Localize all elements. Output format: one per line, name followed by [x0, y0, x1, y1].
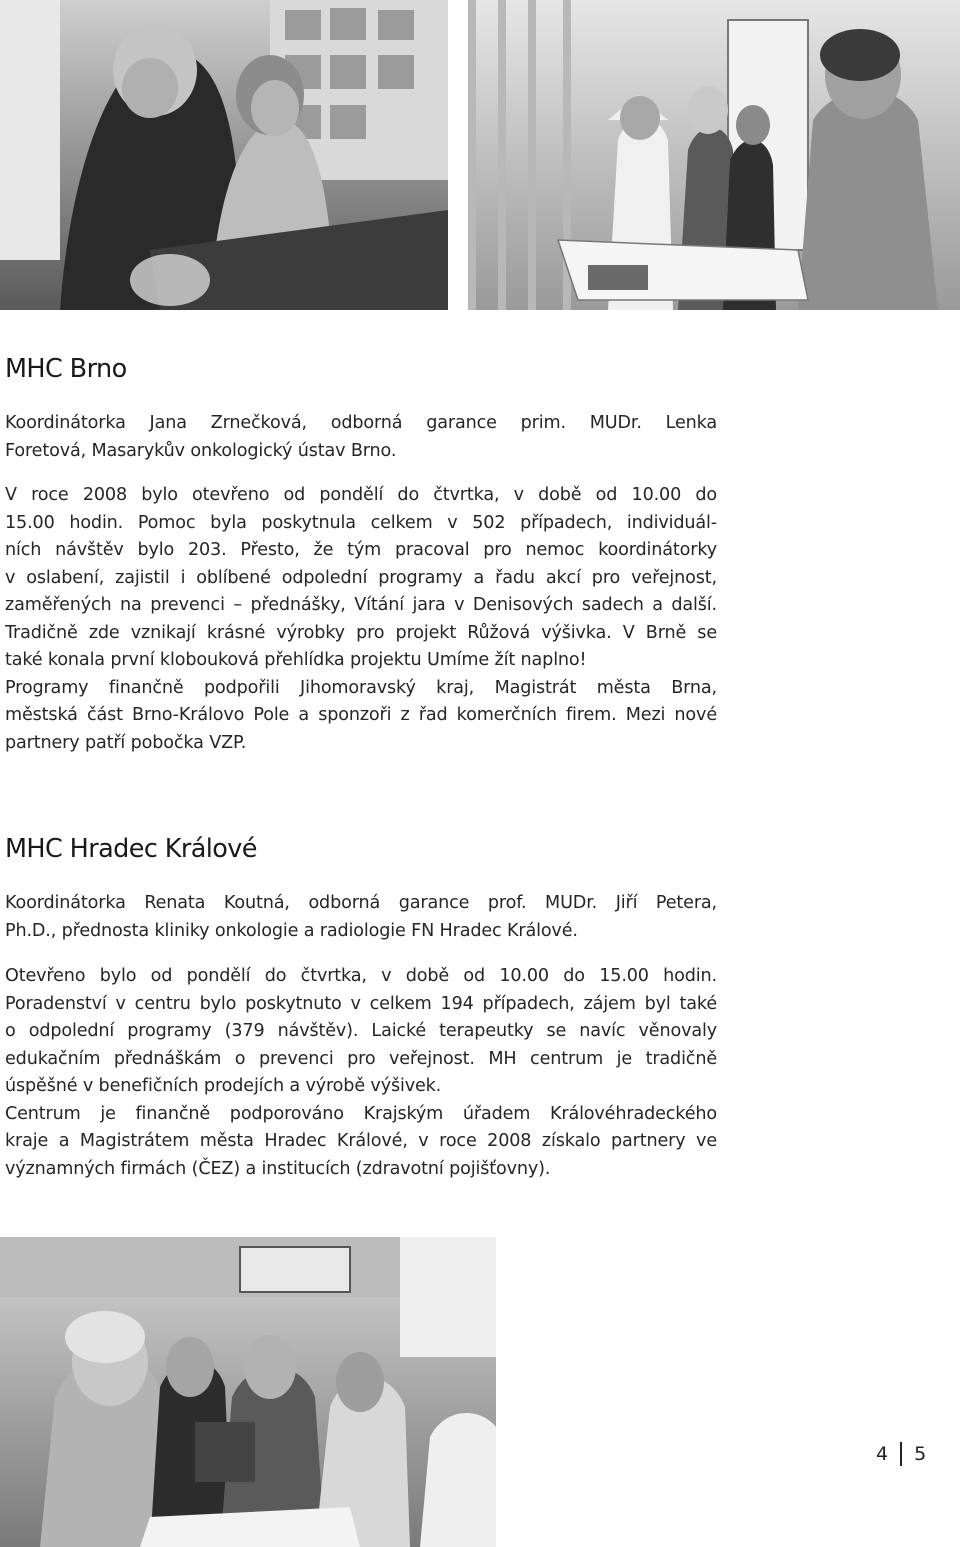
text-line: Ph.D., přednosta kliniky onkologie a radiologie FN Hradec Králové.	[5, 920, 578, 941]
photo-visitors-at-display-image	[0, 0, 448, 310]
page-number-left: 4	[876, 1443, 889, 1465]
text-line: Koordinátorka Renata Koutná, odborná garance prof. MUDr. Jiří Petera,	[5, 893, 717, 913]
brno-paragraph-activities	[5, 482, 717, 757]
text-line: v oslabení, zajistil i oblíbené odpolední programy a řadu akcí pro veřejnost,	[5, 567, 717, 588]
photo-visitors-at-display	[0, 0, 448, 310]
text-line: Tradičně zde vznikají krásné výrobky pro projekt Růžová výšivka. V Brně se	[5, 622, 717, 643]
photo-women-at-fair-stand-image	[0, 1237, 496, 1547]
text-line: kraje a Magistrátem města Hradec Králové, v roce 2008 získalo partnery ve	[5, 1131, 717, 1151]
text-line: Poradenství v centru bylo poskytnuto v celkem 194 případech, zájem byl také	[5, 993, 717, 1014]
photo-women-at-fair-stand	[0, 1237, 496, 1547]
text-line: Otevřeno bylo od pondělí do čtvrtka, v době od 10.00 do 15.00 hodin.	[5, 966, 717, 986]
text-line: významných firmách (ČEZ) a institucích (zdravotní pojišťovny).	[5, 1158, 551, 1179]
text-line: 15.00 hodin. Pomoc byla poskytnula celkem v 502 případech, individuál-	[5, 512, 717, 533]
text-line: zaměřených na prevenci – přednášky, Vítání jara v Denisových sadech a další.	[5, 595, 717, 615]
text-line: edukačním přednáškám o prevenci pro veřejnost. MH centrum je tradičně	[5, 1048, 717, 1069]
brno-paragraph-coordinator	[5, 410, 717, 465]
text-line: V roce 2008 bylo otevřeno od pondělí do čtvrtka, v době od 10.00 do	[5, 485, 717, 505]
page-number-divider	[900, 1442, 902, 1466]
text-line: městská část Brno-Královo Pole a sponzoři z řad komerčních firem. Mezi nové	[5, 705, 717, 725]
text-line: Koordinátorka Jana Zrnečková, odborná garance prim. MUDr. Lenka	[5, 413, 717, 433]
section-title-brno: MHC Brno	[5, 354, 127, 384]
text-line: Centrum je finančně podporováno Krajským úřadem Královéhradeckého	[5, 1103, 717, 1124]
section-title-hradec-kralove: MHC Hradec Králové	[5, 834, 257, 864]
text-line: Programy finančně podpořili Jihomoravský kraj, Magistrát města Brna,	[5, 677, 717, 698]
page-number-right: 5	[914, 1443, 927, 1465]
text-line: partnery patří pobočka VZP.	[5, 732, 247, 753]
photo-women-at-exhibition-image	[468, 0, 960, 310]
hradec-paragraph-coordinator	[5, 890, 717, 945]
text-line: ních návštěv bylo 203. Přesto, že tým pracoval pro nemoc koordinátorky	[5, 540, 717, 560]
photo-women-at-exhibition	[468, 0, 960, 310]
hradec-paragraph-activities	[5, 963, 717, 1183]
text-line: úspěšné v benefičních prodejích a výrobě výšivek.	[5, 1076, 442, 1096]
text-line: o odpolední programy (379 návštěv). Laické terapeutky se navíc věnovaly	[5, 1021, 717, 1041]
text-line: také konala první klobouková přehlídka projektu Umíme žít naplno!	[5, 650, 587, 670]
page-numbers	[876, 1442, 926, 1466]
text-line: Foretová, Masarykův onkologický ústav Brno.	[5, 440, 397, 461]
